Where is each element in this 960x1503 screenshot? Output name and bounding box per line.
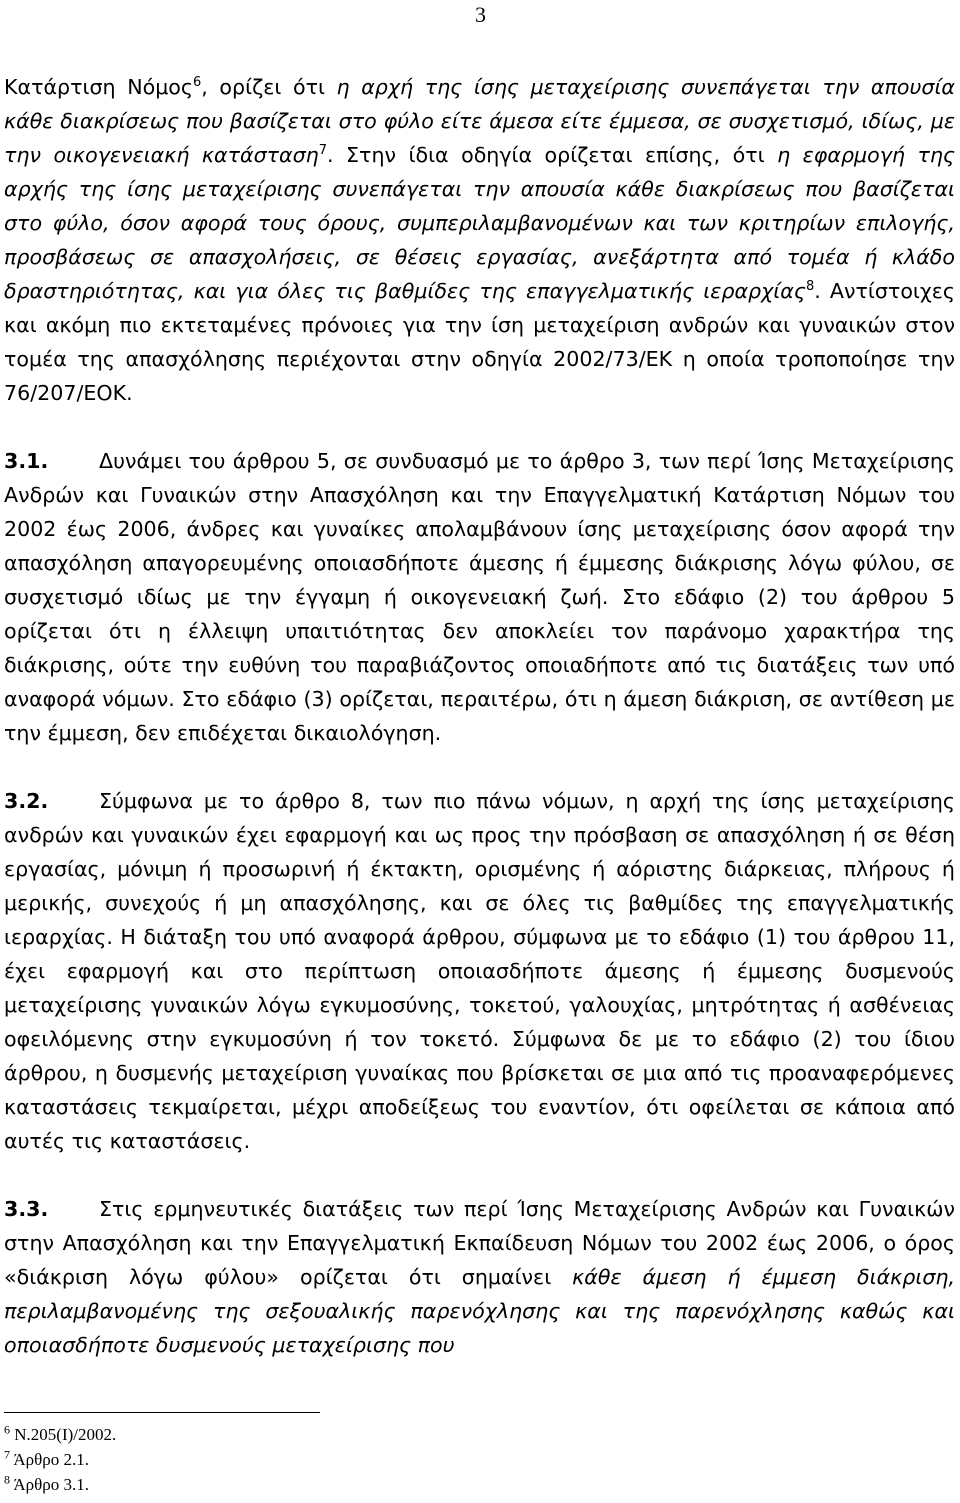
intro-text-1: Κατάρτιση Νόμος <box>4 75 193 99</box>
intro-text-4: . Αντίστοιχες και ακόμη πιο εκτεταμένες πρόνοιες για την ίση μεταχείριση ανδρών και γυναικών στον τομέα της απασχόλησης περιέχονται στην οδηγία 2002/73/ΕΚ η οποία τροποποίησε την 76/207/ΕΟΚ. <box>4 279 955 405</box>
section-3-2 <box>4 784 955 1158</box>
section-number-3-1: 3.1. <box>4 449 49 473</box>
intro-quote-1: η αρχή της ίσης μεταχείρισης συνεπάγεται την απουσία κάθε διακρίσεως που βασίζεται στο φύλο είτε άμεσα είτε έμμεσα, σε συσχετισμό, ιδίως, με την οικογενειακή κατάσταση <box>4 75 956 167</box>
intro-text-3: . Στην ίδια οδηγία ορίζεται επίσης, ότι <box>327 143 778 167</box>
footnote-separator <box>4 1412 320 1413</box>
footnote-text: Ν.205(Ι)/2002. <box>14 1425 117 1444</box>
footnote-7 <box>4 1447 116 1472</box>
footnote-number: 7 <box>4 1447 10 1462</box>
section-3-1 <box>4 444 955 750</box>
footnote-text: Άρθρο 2.1. <box>13 1450 89 1469</box>
footnote-ref-7: 7 <box>318 143 328 159</box>
footnotes <box>4 1422 116 1497</box>
page-number: 3 <box>475 2 486 27</box>
section-number-3-2: 3.2. <box>4 789 49 813</box>
section-text-3-1: Δυνάμει του άρθρου 5, σε συνδυασμό με το άρθρο 3, των περί Ίσης Μεταχείρισης Ανδρών και Γυναικών στην Απασχόληση και την Επαγγελματική Κατάρτιση Νόμων του 2002 έως 2006, άνδρες και γυναίκες απολαμβάνουν ίσης μεταχείρισης όσον αφορά την απασχόληση απαγορευμένης οποιασδήποτε άμεσης ή έμμεσης διάκρισης λόγω φύλου, σε συσχετισμό ιδίως με την έγγαμη ή οικογενειακή ζωή. Στο εδάφιο (2) του άρθρου 5 ορίζεται ότι η έλλειψη υπαιτιότητας δεν αποκλείει τον παράνομο χαρακτήρα της διάκρισης, ούτε την ευθύνη του παραβιάζοντος οποιαδήποτε από τις διατάξεις των υπό αναφορά νόμων. Στο εδάφιο (3) ορίζεται, περαιτέρω, ότι η άμεση διάκριση, σε αντίθεση με την έμμεση, δεν επιδέχεται δικαιολόγηση. <box>4 449 955 745</box>
footnote-number: 6 <box>4 1422 10 1437</box>
section-number-3-3: 3.3. <box>4 1197 49 1221</box>
section-3-3 <box>4 1192 955 1362</box>
footnote-8 <box>4 1472 116 1497</box>
document-body <box>4 70 955 1362</box>
section-text-3-2: Σύμφωνα με το άρθρο 8, των πιο πάνω νόμων, η αρχή της ίσης μεταχείρισης ανδρών και γυναικών έχει εφαρμογή και ως προς την πρόσβαση σε απασχόληση ή σε θέση εργασίας, μόνιμη ή προσωρινή ή έκτακτη, ορισμένης ή αόριστης διάρκειας, πλήρους ή μερικής, συνεχούς ή μη απασχόλησης, και σε όλες τις βαθμίδες της επαγγελματικής ιεραρχίας. Η διάταξη του υπό αναφορά άρθρου, σύμφωνα με το εδάφιο (1) του άρθρου 11, έχει εφαρμογή και στο περίπτωση οποιασδήποτε άμεσης ή έμμεσης δυσμενούς μεταχείρισης γυναικών λόγω εγκυμοσύνης, τοκετού, γαλουχίας, μητρότητας ή ασθένειας οφειλόμενης στην εγκυμοσύνη ή τον τοκετό. Σύμφωνα δε με το εδάφιο (2) του ίδιου άρθρου, η δυσμενής μεταχείριση γυναίκας που βρίσκεται σε μια από τις προαναφερόμενες καταστάσεις τεκμαίρεται, μέχρι αποδείξεως του εναντίον, ότι οφείλεται σε κάποια από αυτές τις καταστάσεις. <box>4 789 955 1153</box>
intro-text-2: , ορίζει ότι <box>201 75 337 99</box>
footnote-ref-6: 6 <box>193 75 202 91</box>
section-quote-3-3: κάθε άμεση ή έμμεση διάκριση, περιλαμβανομένης της σεξουαλικής παρενόχλησης και της παρενόχλησης καθώς και οποιασδήποτε δυσμενούς μεταχείρισης που <box>4 1265 955 1357</box>
footnote-ref-8: 8 <box>805 279 815 295</box>
section-text-3-3: Στις ερμηνευτικές διατάξεις των περί Ίσης Μεταχείρισης Ανδρών και Γυναικών στην Απασχόληση και την Επαγγελματική Εκπαίδευση Νόμων του 2002 έως 2006, ο όρος «διάκριση λόγω φύλου» ορίζεται ότι σημαίνει <box>4 1197 955 1289</box>
paragraph-intro <box>4 70 955 410</box>
footnote-text: Άρθρο 3.1. <box>13 1475 89 1494</box>
footnote-number: 8 <box>4 1472 10 1487</box>
intro-quote-2: η εφαρμογή της αρχής της ίσης μεταχείρισης συνεπάγεται την απουσία κάθε διακρίσεως που βασίζεται στο φύλο, όσον αφορά τους όρους, συμπεριλαμβανομένων και των κριτηρίων επιλογής, προσβάσεως σε απασχολήσεις, σε θέσεις εργασίας, ανεξάρτητα από τομέα ή κλάδο δραστηριότητας, και για όλες τις βαθμίδες της επαγγελματικής ιεραρχίας <box>4 143 955 303</box>
footnote-6 <box>4 1422 116 1447</box>
